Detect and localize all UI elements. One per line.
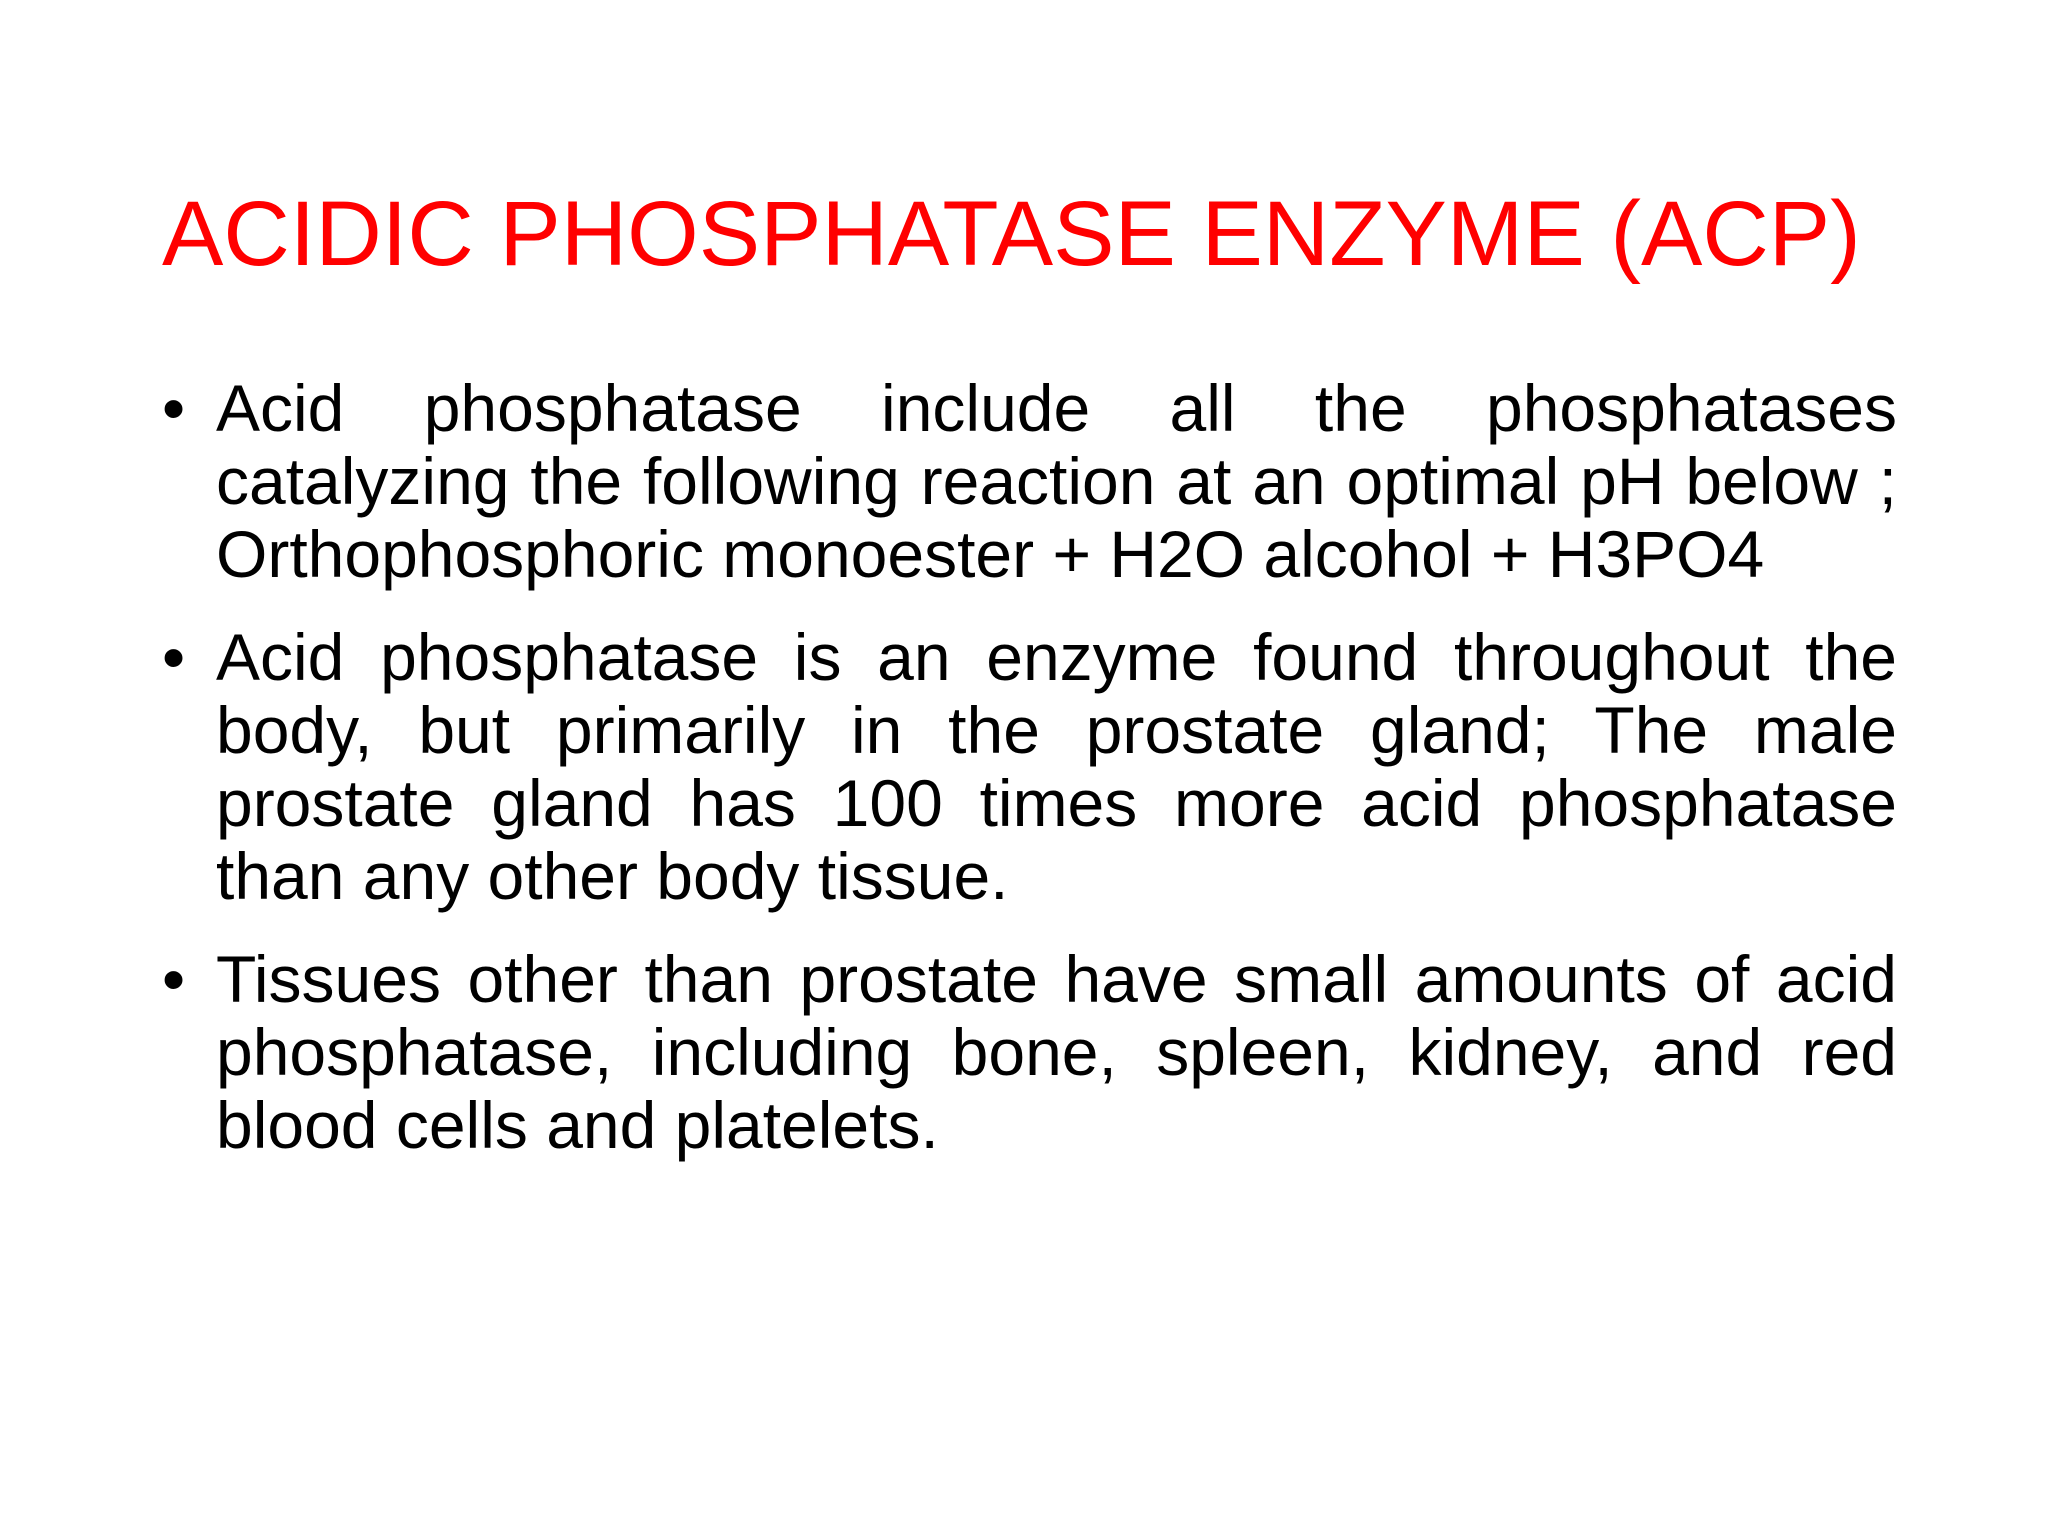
bullet-marker: • bbox=[162, 942, 186, 1016]
list-item bbox=[162, 372, 1897, 591]
list-item bbox=[162, 943, 1897, 1162]
bullet-text: Tissues other than prostate have small amounts of acid phosphatase, including bone, spleen, kidney, and red blood cells and platelets. bbox=[216, 942, 1897, 1162]
list-item bbox=[162, 621, 1897, 913]
bullet-text: Acid phosphatase include all the phosphatases catalyzing the following reaction at an optimal pH below ; Orthophosphoric monoester + H2O alcohol + H3PO4 bbox=[216, 371, 1897, 591]
slide-title: ACIDIC PHOSPHATASE ENZYME (ACP) bbox=[162, 183, 1861, 285]
bullet-marker: • bbox=[162, 371, 186, 445]
bullet-text: Acid phosphatase is an enzyme found throughout the body, but primarily in the prostate gland; The male prostate gland has 100 times more acid phosphatase than any other body tissue. bbox=[216, 620, 1897, 913]
bullet-list bbox=[162, 372, 1897, 1192]
bullet-marker: • bbox=[162, 620, 186, 694]
